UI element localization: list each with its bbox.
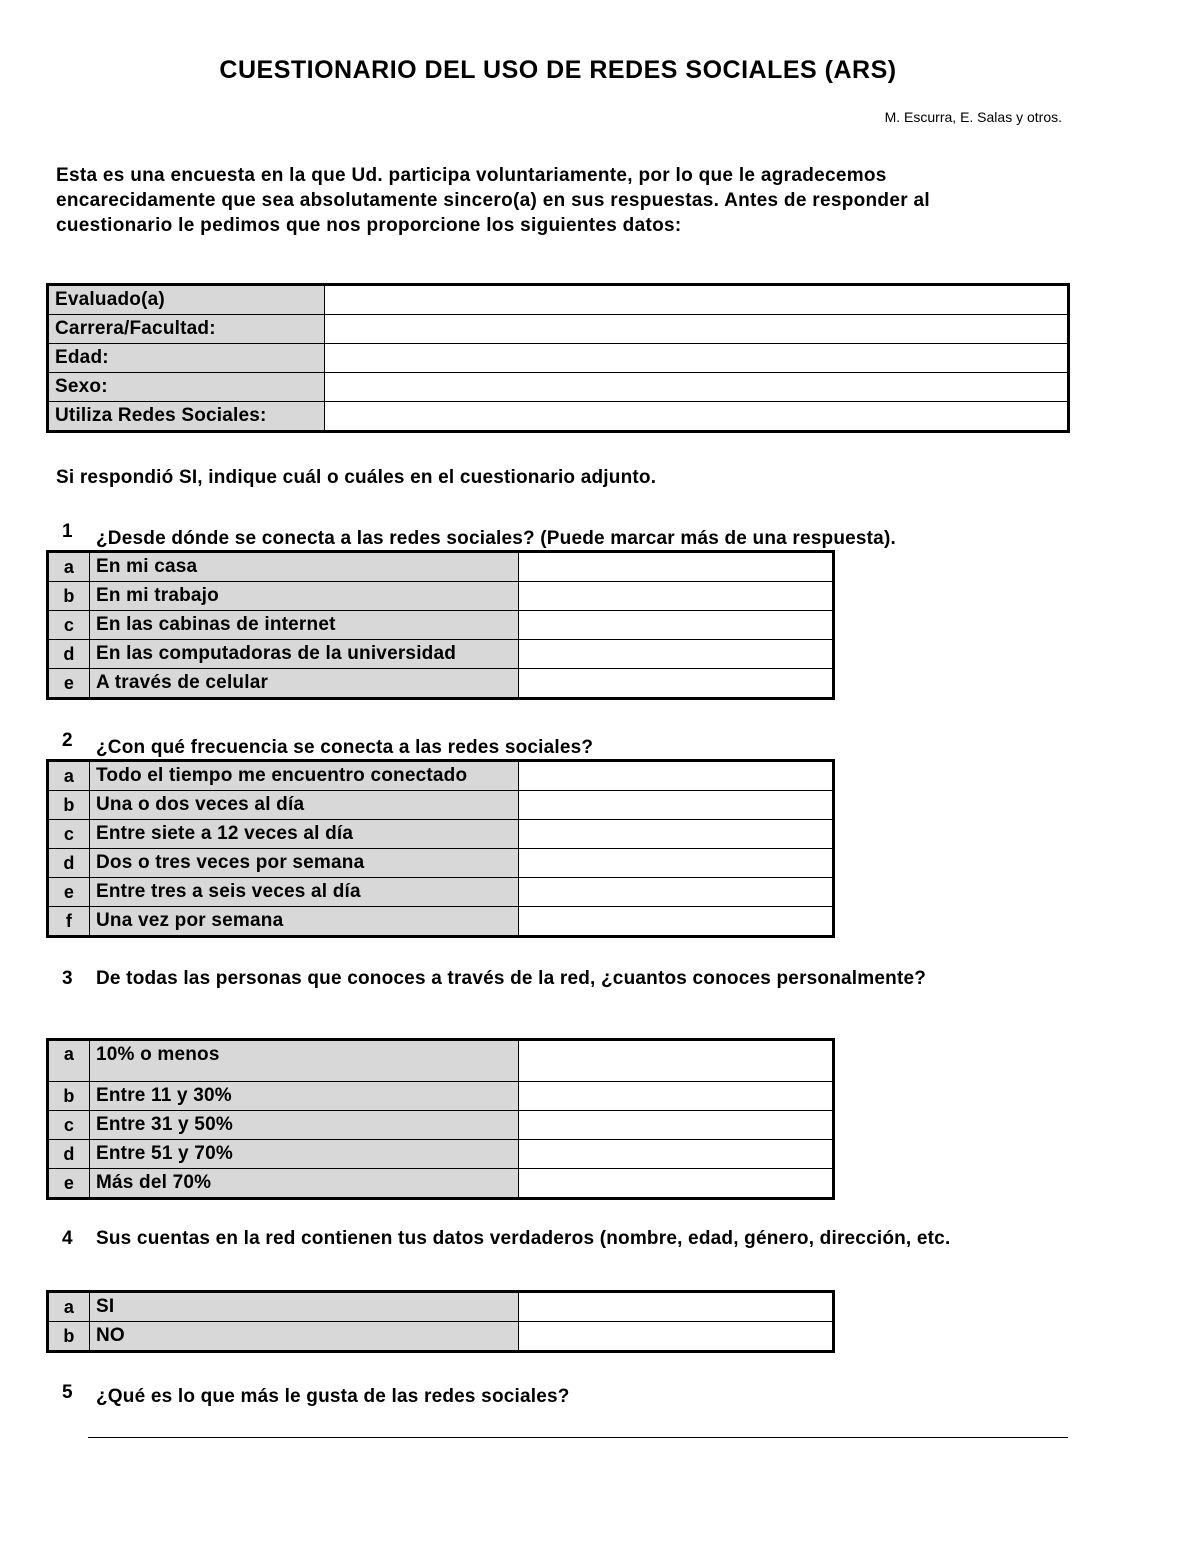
answer-cell[interactable] (519, 1082, 834, 1111)
option-label: Una o dos veces al día (90, 791, 519, 820)
table-row (48, 907, 834, 937)
answer-cell[interactable] (519, 1040, 834, 1082)
answer-cell[interactable] (519, 761, 834, 791)
answer-cell[interactable] (519, 552, 834, 582)
option-label: NO (90, 1322, 519, 1352)
answer-cell[interactable] (519, 669, 834, 699)
answer-line[interactable] (88, 1437, 1068, 1438)
answer-cell[interactable] (519, 1169, 834, 1199)
table-row (48, 285, 1069, 315)
question-text: ¿Con qué frecuencia se conecta a las redes sociales? (96, 737, 594, 758)
answer-cell[interactable] (519, 791, 834, 820)
answer-cell[interactable] (519, 907, 834, 937)
question-text: De todas las personas que conoces a través de la red, ¿cuantos conoces personalmente? (96, 968, 927, 989)
question-number: 4 (62, 1228, 73, 1249)
table-row (48, 1140, 834, 1169)
option-label: En las cabinas de internet (90, 611, 519, 640)
question-text: Sus cuentas en la red contienen tus datos verdaderos (nombre, edad, género, dirección, etc. (96, 1228, 951, 1249)
table-row (48, 582, 834, 611)
table-row (48, 1322, 834, 1352)
option-label: Todo el tiempo me encuentro conectado (90, 761, 519, 791)
option-letter: e (48, 669, 90, 699)
table-row (48, 640, 834, 669)
table-row (48, 820, 834, 849)
option-label: En mi trabajo (90, 582, 519, 611)
question-2-options (46, 759, 835, 938)
option-label: En mi casa (90, 552, 519, 582)
option-letter: b (48, 582, 90, 611)
option-label: Entre siete a 12 veces al día (90, 820, 519, 849)
option-letter: a (48, 552, 90, 582)
option-letter: d (48, 849, 90, 878)
question-1-options (46, 550, 835, 700)
table-row (48, 315, 1069, 344)
option-letter: d (48, 640, 90, 669)
answer-cell[interactable] (519, 582, 834, 611)
question-number: 1 (62, 521, 73, 542)
option-letter: c (48, 611, 90, 640)
authors-credit: M. Escurra, E. Salas y otros. (884, 109, 1062, 125)
answer-cell[interactable] (519, 1322, 834, 1352)
option-label: Más del 70% (90, 1169, 519, 1199)
table-row (48, 402, 1069, 432)
question-text: ¿Desde dónde se conecta a las redes sociales? (Puede marcar más de una respuesta). (96, 528, 896, 549)
option-label: Entre 31 y 50% (90, 1111, 519, 1140)
option-label: Una vez por semana (90, 907, 519, 937)
question-3-options (46, 1038, 835, 1200)
instruction-note: Si respondió SI, indique cuál o cuáles en el cuestionario adjunto. (56, 467, 657, 488)
table-row (48, 878, 834, 907)
question-4-options (46, 1290, 835, 1353)
table-row (48, 373, 1069, 402)
option-letter: e (48, 878, 90, 907)
field-input[interactable] (325, 285, 1069, 315)
answer-cell[interactable] (519, 1292, 834, 1322)
answer-cell[interactable] (519, 1140, 834, 1169)
answer-cell[interactable] (519, 1111, 834, 1140)
question-number: 5 (62, 1382, 73, 1403)
option-letter: b (48, 791, 90, 820)
field-label: Utiliza Redes Sociales: (48, 402, 325, 432)
option-letter: a (48, 1040, 90, 1082)
answer-cell[interactable] (519, 611, 834, 640)
option-label: En las computadoras de la universidad (90, 640, 519, 669)
page-title: CUESTIONARIO DEL USO DE REDES SOCIALES (ARS) (219, 56, 897, 84)
option-letter: c (48, 820, 90, 849)
field-label: Evaluado(a) (48, 285, 325, 315)
table-row (48, 669, 834, 699)
option-letter: b (48, 1082, 90, 1111)
option-label: Entre 51 y 70% (90, 1140, 519, 1169)
question-number: 3 (62, 968, 73, 989)
answer-cell[interactable] (519, 640, 834, 669)
field-input[interactable] (325, 402, 1069, 432)
field-input[interactable] (325, 344, 1069, 373)
answer-cell[interactable] (519, 820, 834, 849)
table-row (48, 1082, 834, 1111)
option-letter: e (48, 1169, 90, 1199)
table-row (48, 849, 834, 878)
field-label: Carrera/Facultad: (48, 315, 325, 344)
personal-data-table (46, 283, 1070, 433)
field-input[interactable] (325, 315, 1069, 344)
table-row (48, 1292, 834, 1322)
option-letter: a (48, 1292, 90, 1322)
option-label: 10% o menos (90, 1040, 519, 1082)
option-letter: d (48, 1140, 90, 1169)
table-row (48, 1169, 834, 1199)
table-row (48, 791, 834, 820)
option-letter: b (48, 1322, 90, 1352)
option-label: Dos o tres veces por semana (90, 849, 519, 878)
question-text: ¿Qué es lo que más le gusta de las redes sociales? (96, 1386, 570, 1407)
option-letter: a (48, 761, 90, 791)
table-row (48, 1040, 834, 1082)
table-row (48, 1111, 834, 1140)
option-label: Entre tres a seis veces al día (90, 878, 519, 907)
table-row (48, 344, 1069, 373)
option-label: A través de celular (90, 669, 519, 699)
option-letter: f (48, 907, 90, 937)
field-label: Edad: (48, 344, 325, 373)
table-row (48, 552, 834, 582)
table-row (48, 761, 834, 791)
answer-cell[interactable] (519, 878, 834, 907)
option-label: SI (90, 1292, 519, 1322)
field-label: Sexo: (48, 373, 325, 402)
table-row (48, 611, 834, 640)
answer-cell[interactable] (519, 849, 834, 878)
option-label: Entre 11 y 30% (90, 1082, 519, 1111)
intro-paragraph: Esta es una encuesta en la que Ud. participa voluntariamente, por lo que le agradecemos encarecidamente que sea absolutamente sincero(a) en sus respuestas. Antes de responder al cuestionario le pedimos que nos proporcione los siguientes datos: (56, 165, 930, 236)
option-letter: c (48, 1111, 90, 1140)
question-number: 2 (62, 730, 73, 751)
field-input[interactable] (325, 373, 1069, 402)
